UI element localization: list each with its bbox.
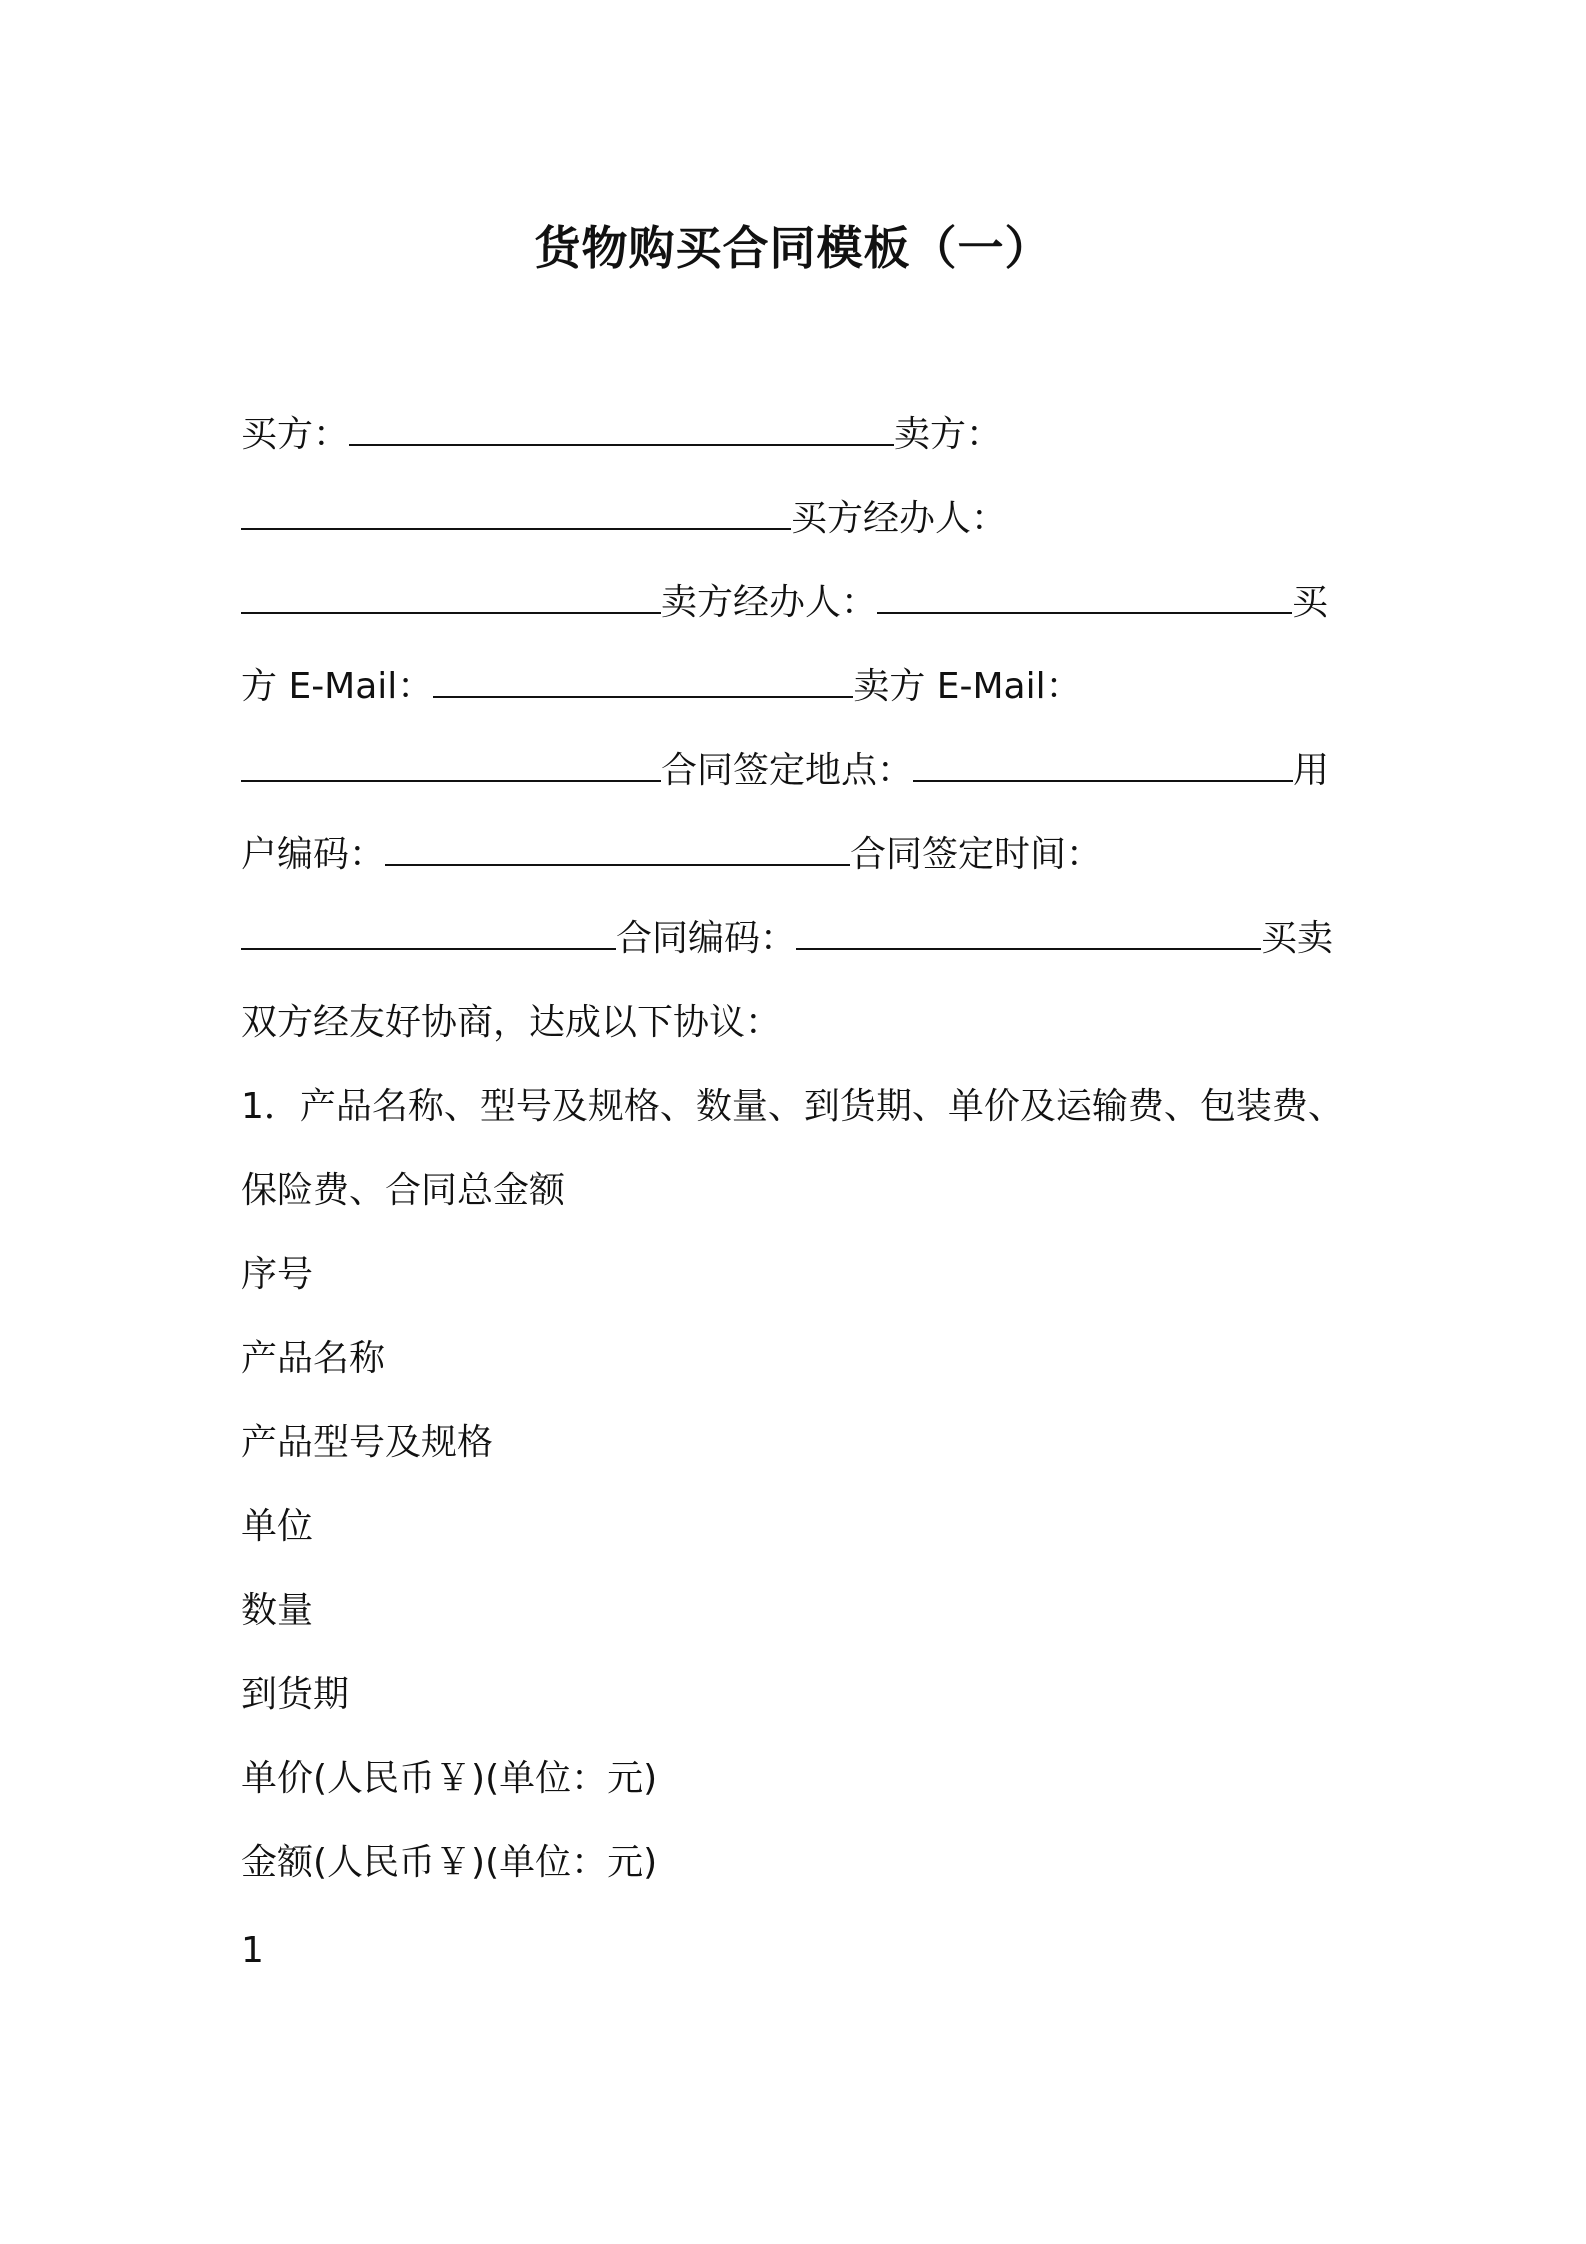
label-signing-time: 合同签定时间： (850, 834, 1103, 875)
column-unit: 单位 (241, 1506, 314, 1547)
agreement-intro: 双方经友好协商，达成以下协议： (241, 1002, 782, 1043)
blank-signing-place[interactable] (913, 746, 1293, 782)
form-line-user-code (241, 830, 1102, 880)
blank-signing-time[interactable] (241, 914, 616, 950)
row-number-1: 1 (241, 1930, 264, 1971)
blank-buyer[interactable] (349, 410, 894, 446)
column-delivery-date: 到货期 (241, 1674, 350, 1715)
label-seller-agent: 卖方经办人： (661, 582, 878, 623)
label-seller: 卖方： (894, 414, 1003, 455)
form-line-signing-place (241, 746, 1329, 796)
label-user-code: 户编码： (241, 834, 386, 875)
blank-contract-code[interactable] (796, 914, 1261, 950)
label-buyer-email: 方 E-Mail： (241, 666, 434, 707)
label-signing-place: 合同签定地点： (661, 750, 914, 791)
clause-1-heading: 1．产品名称、型号及规格、数量、到货期、单价及运输费、包装费、 (241, 1086, 1344, 1127)
column-serial-number: 序号 (241, 1254, 314, 1295)
form-line-buyer-agent (241, 494, 1007, 544)
blank-buyer-agent[interactable] (241, 578, 661, 614)
form-line-buyer (241, 410, 1002, 460)
column-quantity: 数量 (241, 1590, 314, 1631)
column-amount: 金额(人民币￥)(单位：元) (241, 1842, 658, 1883)
form-line-email (241, 662, 1082, 712)
blank-user-code[interactable] (385, 830, 850, 866)
label-parties-start: 买卖 (1261, 918, 1334, 959)
blank-seller-agent[interactable] (877, 578, 1292, 614)
blank-seller-email[interactable] (241, 746, 661, 782)
blank-seller[interactable] (241, 494, 791, 530)
document-title: 货物购买合同模板（一） (534, 221, 1052, 275)
clause-1-heading-cont: 保险费、合同总金额 (241, 1170, 566, 1211)
label-contract-code: 合同编码： (616, 918, 797, 959)
column-model-spec: 产品型号及规格 (241, 1422, 494, 1463)
column-product-name: 产品名称 (241, 1338, 386, 1379)
form-line-contract-code (241, 914, 1333, 964)
label-buyer: 买方： (241, 414, 350, 455)
label-user-code-start: 用 (1293, 750, 1330, 791)
form-line-seller-agent (241, 578, 1328, 628)
column-unit-price: 单价(人民币￥)(单位：元) (241, 1758, 658, 1799)
label-seller-email: 卖方 E-Mail： (853, 666, 1082, 707)
label-buyer-agent: 买方经办人： (791, 498, 1008, 539)
label-buyer-email-start: 买 (1292, 582, 1329, 623)
blank-buyer-email[interactable] (433, 662, 853, 698)
